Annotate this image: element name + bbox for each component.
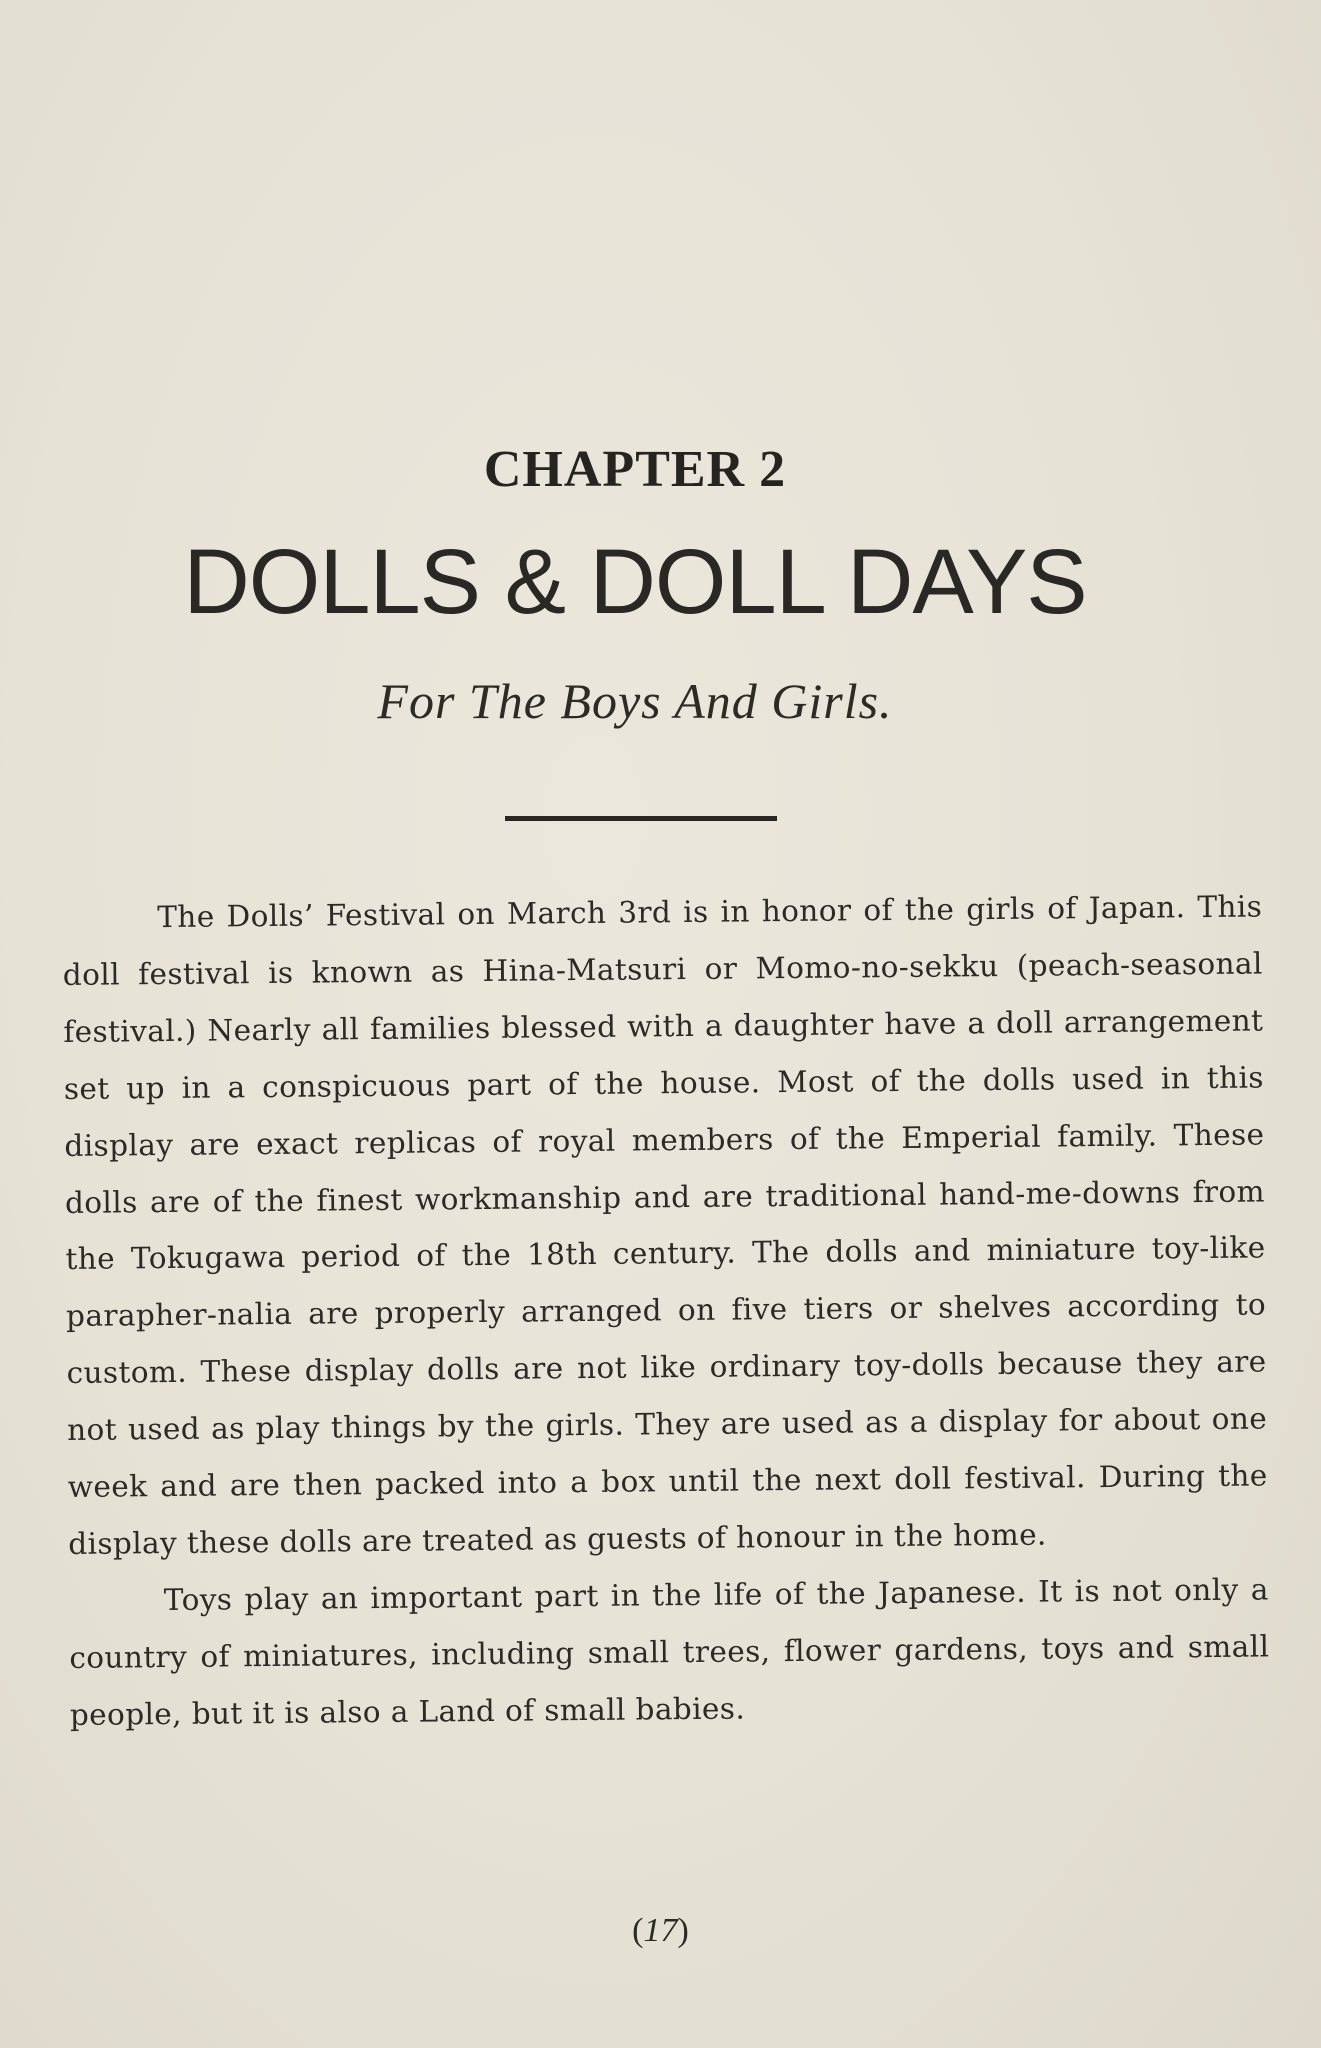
title-divider [505, 816, 777, 821]
chapter-body [62, 878, 1270, 1743]
page-number [0, 1912, 1321, 1950]
page-number-open: ( [632, 1912, 644, 1949]
page-number-value: 17 [643, 1912, 678, 1949]
chapter-label: CHAPTER 2 [483, 441, 787, 498]
paragraph-toys: Toys play an important part in the life of the Japanese. It is not only a country of miniatures, including small trees, flower gardens, toys and small people, but it is also a Land of small babies. [69, 1572, 1270, 1732]
chapter-subtitle: For The Boys And Girls. [377, 673, 893, 729]
paragraph-dolls-festival: The Dolls’ Festival on March 3rd is in honor of the girls of Japan. This doll festival is known as Hina-Matsuri or Momo-no-sekku (peach-seasonal festival.) Nearly all families blessed with a daughter have a doll arrangement set up in a conspicuous part of the house. Most of the dolls used in this display are exact replicas of royal members of the Emperial family. These dolls are of the finest workmanship and are traditional hand-me-downs from the Tokugawa period of the 18th century. The dolls and miniature toy-like parapher-nalia are properly arranged on five tiers or shelves according to custom. These display dolls are not like ordinary toy-dolls because they are not used as play things by the girls. They are used as a display for about one week and are then packed into a box until the next doll festival. During the display these dolls are treated as guests of honour in the home. [62, 889, 1268, 1561]
chapter-title: DOLLS & DOLL DAYS [183, 531, 1087, 633]
page-number-close: ) [677, 1912, 689, 1949]
